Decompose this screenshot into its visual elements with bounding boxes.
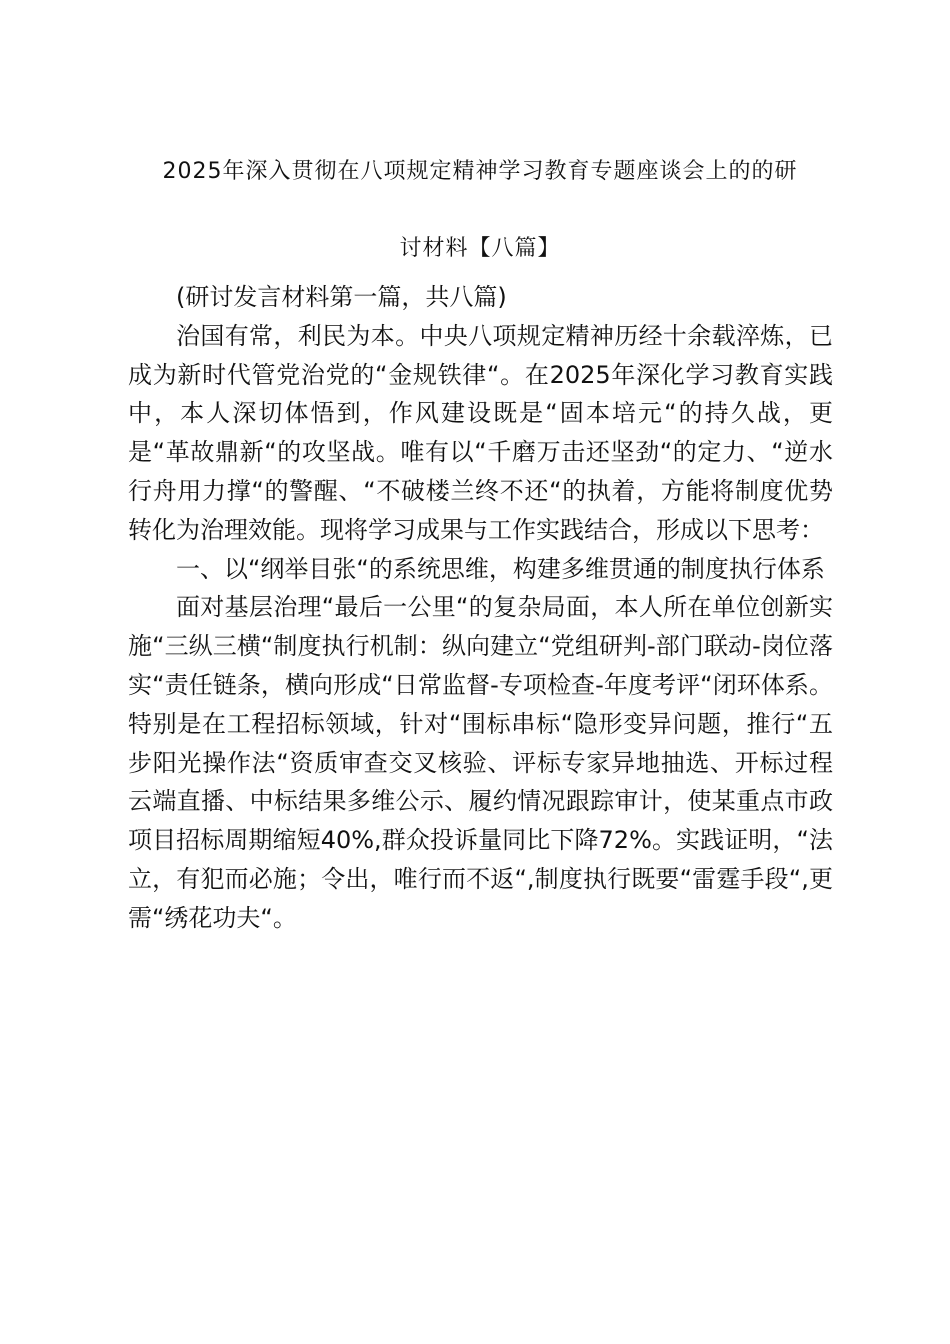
- section-heading-1: 一、以“纲举目张“的系统思维，构建多维贯通的制度执行体系: [176, 554, 825, 583]
- document-body: [128, 278, 833, 938]
- subtitle-paragraph: (研讨发言材料第一篇，共八篇): [176, 283, 507, 311]
- document-title-line-2: 讨材料【八篇】: [399, 236, 561, 261]
- document-title-line-1: 2025年深入贯彻在八项规定精神学习教育专题座谈会上的的研: [162, 159, 798, 184]
- intro-paragraph: 治国有常，利民为本。中央八项规定精神历经十余载淬炼，已成为新时代管党治党的“金规铁律“。在2025年深化学习教育实践中，本人深切体悟到，作风建设既是“固本培元“的持久战，更是“革故鼎新“的攻坚战。唯有以“千磨万击还坚劲“的定力、“逆水行舟用力撑“的警醒、“不破楼兰终不还“的执着，方能将制度优势转化为治理效能。现将学习成果与工作实践结合，形成以下思考：: [128, 321, 833, 544]
- section-1-paragraph: 面对基层治理“最后一公里“的复杂局面，本人所在单位创新实施“三纵三横“制度执行机制：纵向建立“党组研判-部门联动-岗位落实“责任链条，横向形成“日常监督-专项检查-年度考评“闭环体系。特别是在工程招标领域，针对“围标串标“隐形变异问题，推行“五步阳光操作法“资质审查交叉核验、评标专家异地抽选、开标过程云端直播、中标结果多维公示、履约情况跟踪审计，使某重点市政项目招标周期缩短40%,群众投诉量同比下降72%。实践证明，“法立，有犯而必施；令出，唯行而不返“,制度执行既要“雷霆手段“,更需“绣花功夫“。: [128, 593, 833, 932]
